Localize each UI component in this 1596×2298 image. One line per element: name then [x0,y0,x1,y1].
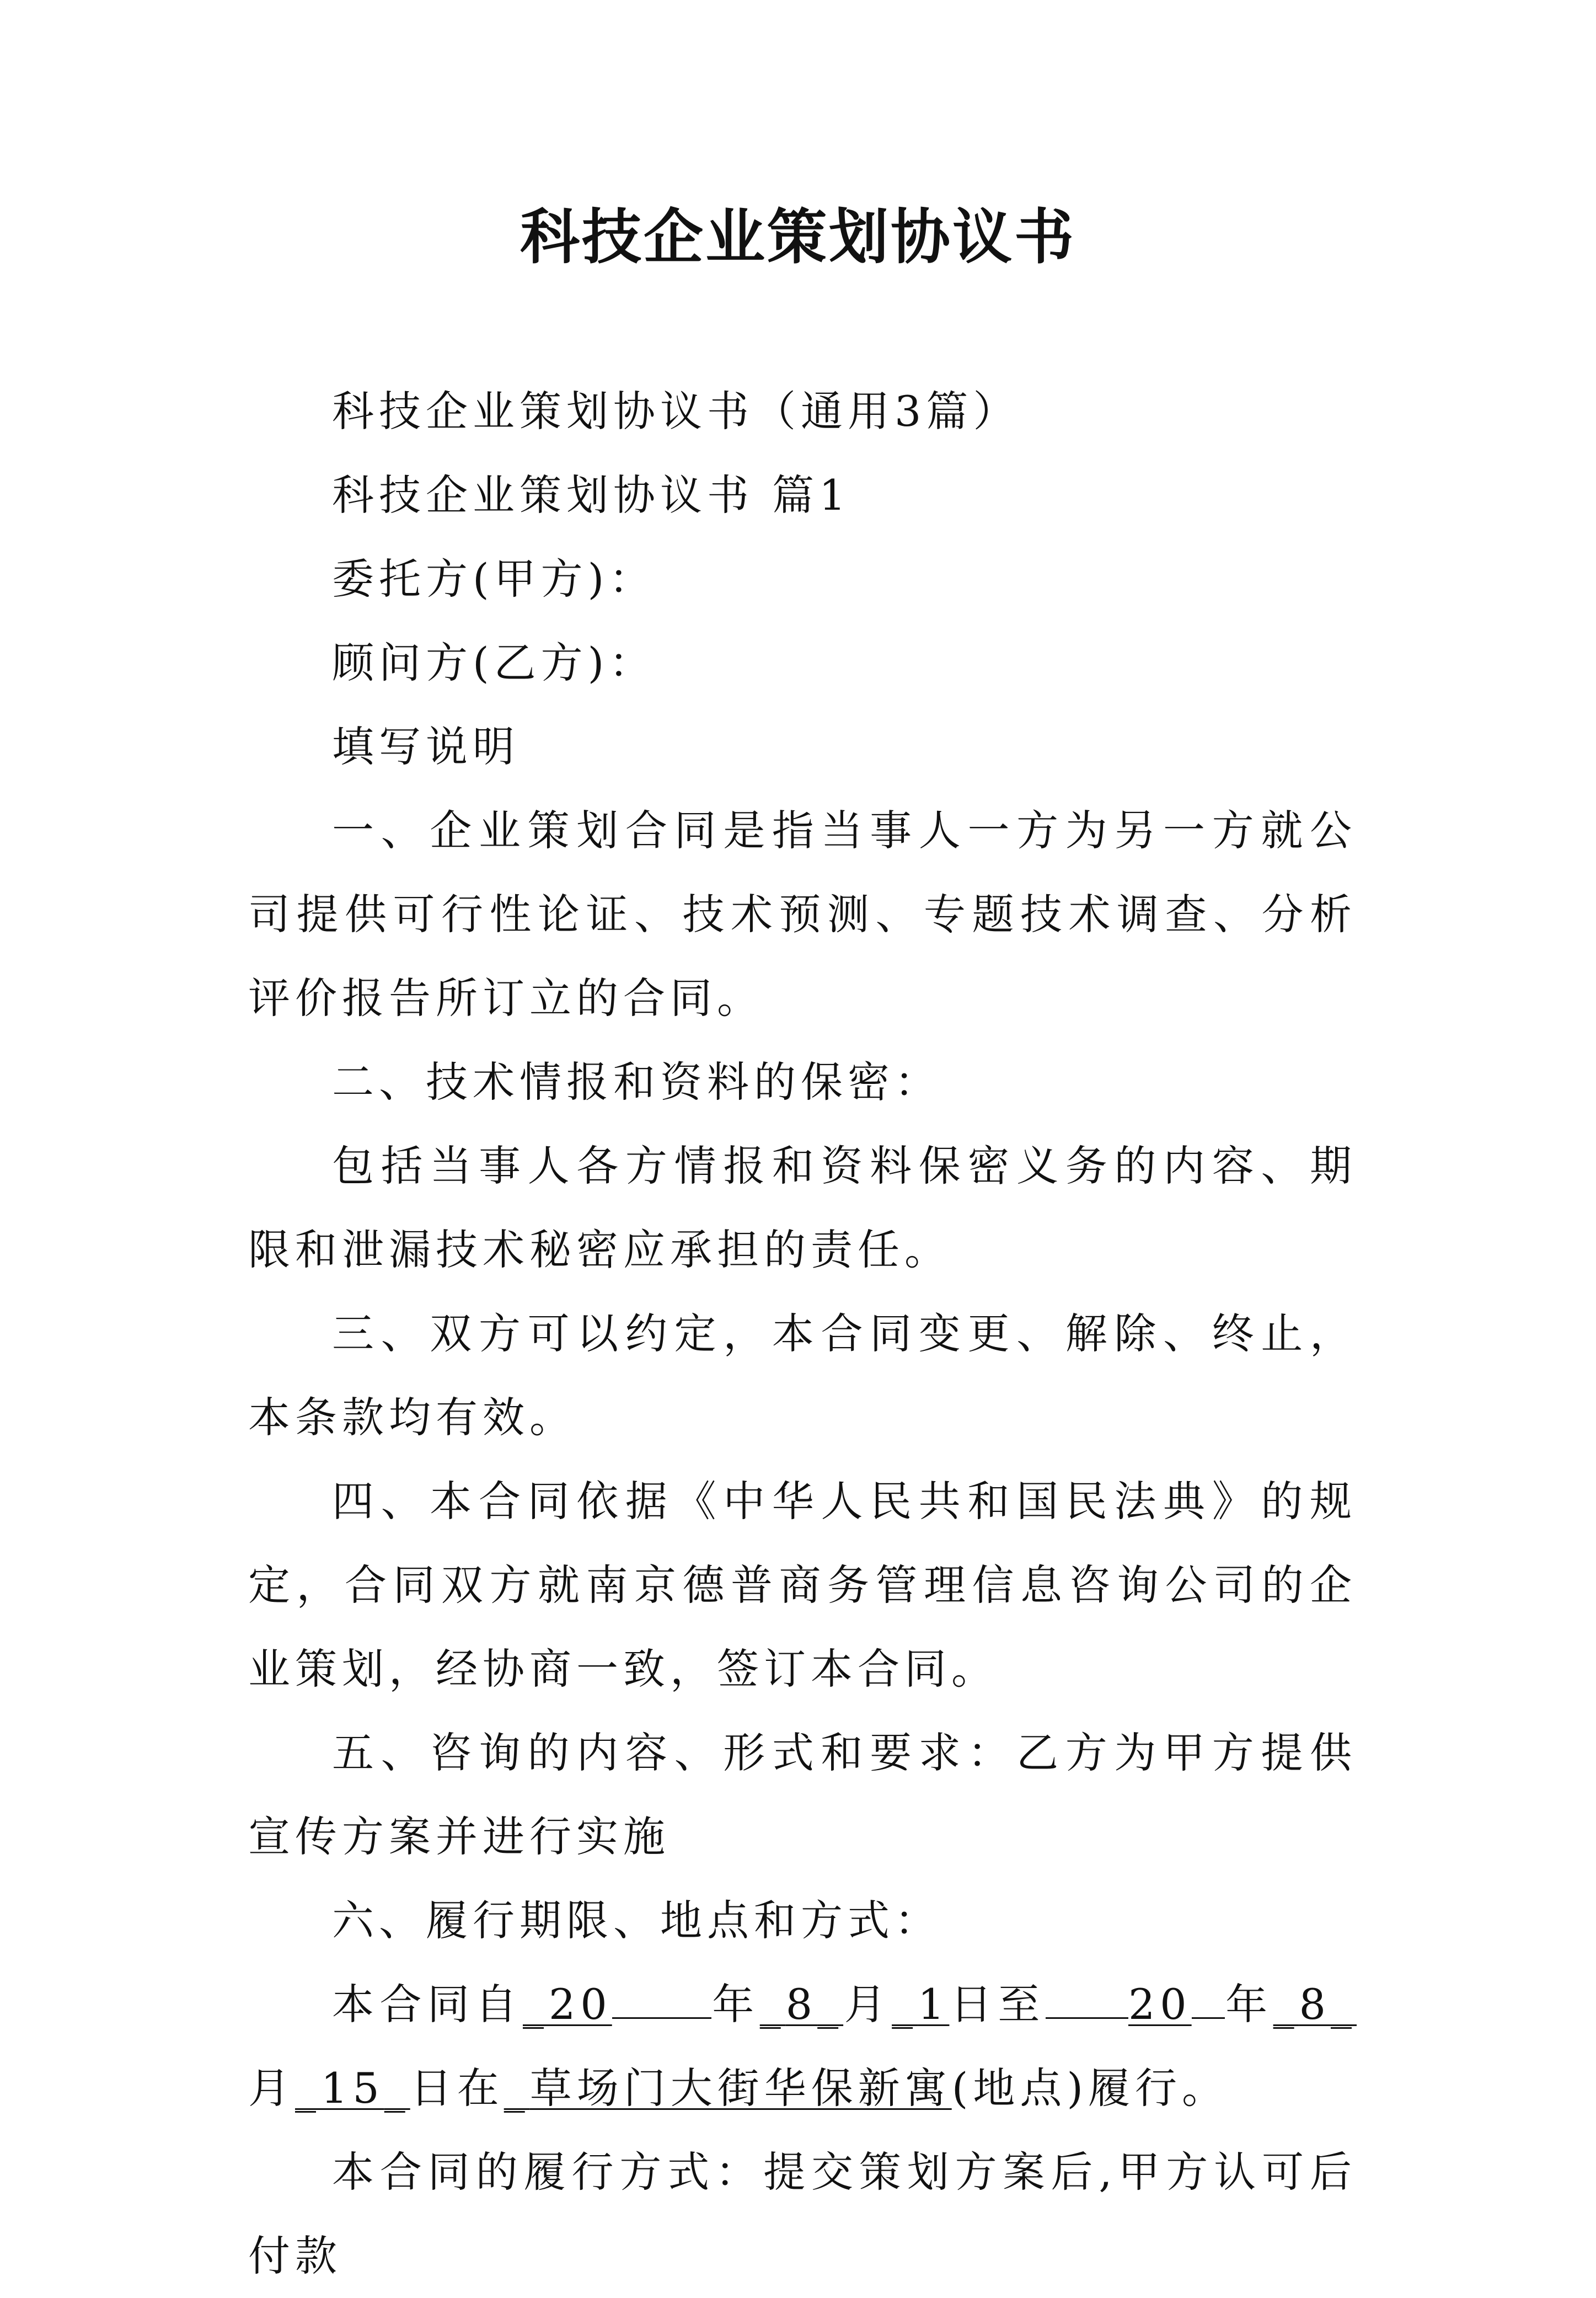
year-label-2: 年 [1224,1980,1273,2029]
end-month-field: _8_ [1273,1980,1357,2029]
paragraph-term-line [248,1963,1357,2130]
paragraph-clause-5: 五、咨询的内容、形式和要求：乙方为甲方提供宣传方案并进行实施 [248,1728,1357,1861]
month-label-2: 月 [248,2064,295,2113]
paragraph-instructions-heading: 填写说明 [332,722,519,771]
day-to-label: 日至 [949,1980,1046,2029]
document-title: 科技企业策划协议书 [519,202,1076,272]
paragraph-confidentiality: 包括当事人各方情报和资料保密义务的内容、期限和泄漏技术秘密应承担的责任。 [248,1141,1357,1274]
paragraph-clause-3: 三、双方可以约定，本合同变更、解除、终止，本条款均有效。 [248,1309,1357,1442]
term-prefix: 本合同自 [332,1980,523,2029]
start-day-field: _1 [892,1980,950,2029]
year-label: 年 [711,1980,760,2029]
paragraph-party-a: 委托方(甲方)： [332,554,656,603]
paragraph-subtitle: 科技企业策划协议书（通用3篇） [332,387,1020,436]
paragraph-party-b: 顾问方(乙方)： [332,638,656,687]
paragraph-clause-4: 四、本合同依据《中华人民共和国民法典》的规定，合同双方就南京德普商务管理信息咨询公司的企业策划，经协商一致，签订本合同。 [248,1477,1357,1693]
paragraph-section-heading: 科技企业策划协议书 篇1 [332,471,851,520]
start-month-field: _8_ [759,1980,844,2029]
end-day-field: _15_ [295,2064,410,2113]
place-field: _草场门大街华保新寓 [504,2064,952,2113]
paragraph-clause-6: 六、履行期限、地点和方式： [332,1896,941,1945]
paragraph-clause-2: 二、技术情报和资料的保密： [332,1057,941,1107]
place-suffix: (地点)履行。 [951,2064,1229,2113]
place-prefix: 日在 [410,2064,504,2113]
paragraph-clause-1: 一、企业策划合同是指当事人一方为另一方就公司提供可行性论证、技术预测、专题技术调查、分析评价报告所订立的合同。 [248,806,1357,1023]
start-year-field: _20 [523,1980,711,2029]
month-label: 月 [843,1980,892,2029]
document-body [248,370,1357,2298]
end-year-field: 20 [1046,1980,1225,2029]
paragraph-performance-method: 本合同的履行方式：提交策划方案后,甲方认可后付款 [248,2147,1357,2280]
